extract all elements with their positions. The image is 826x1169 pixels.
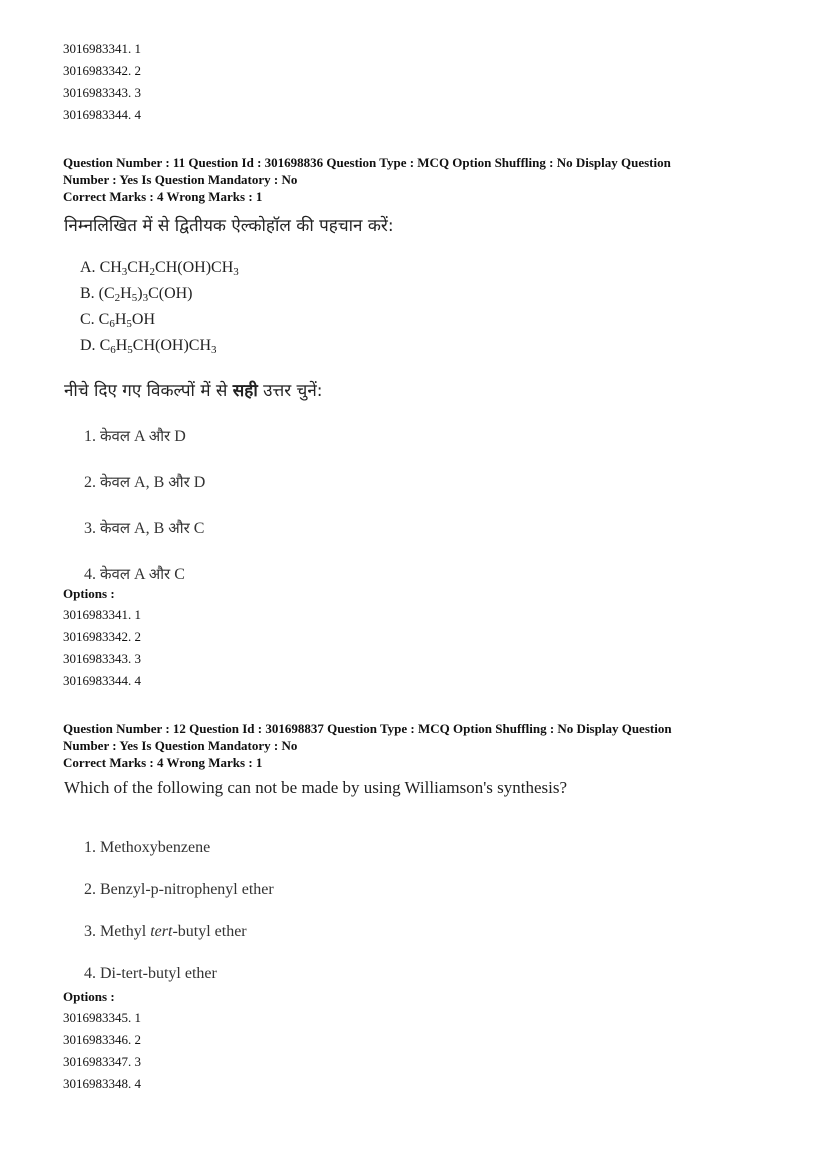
choice-3: 3. केवल A, B और C: [84, 519, 205, 537]
choice-4: 4. Di-tert-butyl ether: [84, 965, 217, 982]
option-line: 3016983342. 2: [63, 629, 141, 644]
choice-1: 1. Methoxybenzene: [84, 839, 211, 856]
options-label: Options :: [63, 586, 115, 601]
option-line: 3016983348. 4: [63, 1076, 141, 1091]
question-meta-line-1: Question Number : 11 Question Id : 301698836 Question Type : MCQ Option Shuffling : No Display Question: [63, 155, 671, 170]
statement-d: D. $C_6H_5CH(OH)CH_3$: [80, 337, 217, 356]
choice-4: 4. केवल A और C: [84, 565, 185, 583]
option-line: 3016983347. 3: [63, 1054, 141, 1069]
choice-3: 3. Methyl tert-butyl ether: [84, 923, 247, 940]
option-line: 3016983342. 2: [63, 63, 141, 78]
option-line: 3016983341. 1: [63, 607, 141, 622]
instruction-emphasis: सही: [232, 381, 258, 401]
choice-2: 2. Benzyl-p-nitrophenyl ether: [84, 881, 274, 898]
question-meta-line-1: Question Number : 12 Question Id : 301698837 Question Type : MCQ Option Shuffling : No Display Question: [63, 721, 672, 736]
option-line: 3016983343. 3: [63, 651, 141, 666]
choice-1: 1. केवल A और D: [84, 427, 186, 445]
option-line: 3016983346. 2: [63, 1032, 141, 1047]
question-meta: [63, 720, 783, 771]
option-line: 3016983343. 3: [63, 85, 141, 100]
question-text: Which of the following can not be made by using Williamson's synthesis?: [64, 778, 568, 797]
option-line: 3016983344. 4: [63, 107, 141, 122]
option-line: 3016983341. 1: [63, 41, 141, 56]
statement-b: B. $(C_2H_5)_3C(OH)$: [80, 285, 193, 304]
option-line: 3016983345. 1: [63, 1010, 141, 1025]
statement-c: C. $C_6H_5OH$: [80, 311, 156, 330]
question-meta-line-2: Number : Yes Is Question Mandatory : No: [63, 738, 298, 753]
statement-a: A. $CH_3CH_2CH(OH)CH_3$: [80, 259, 239, 278]
instruction-text: नीचे दिए गए विकल्पों में से सही उत्तर चुनें:: [64, 381, 323, 401]
options-label: Options :: [63, 989, 115, 1004]
question-meta: [63, 154, 783, 205]
question-text: निम्नलिखित में से द्वितीयक ऐल्कोहॉल की पहचान करें:: [64, 216, 394, 236]
choice-2: 2. केवल A, B और D: [84, 473, 206, 491]
question-marks: Correct Marks : 4 Wrong Marks : 1: [63, 189, 263, 204]
option-line: 3016983344. 4: [63, 673, 141, 688]
question-meta-line-2: Number : Yes Is Question Mandatory : No: [63, 172, 298, 187]
question-marks: Correct Marks : 4 Wrong Marks : 1: [63, 755, 263, 770]
